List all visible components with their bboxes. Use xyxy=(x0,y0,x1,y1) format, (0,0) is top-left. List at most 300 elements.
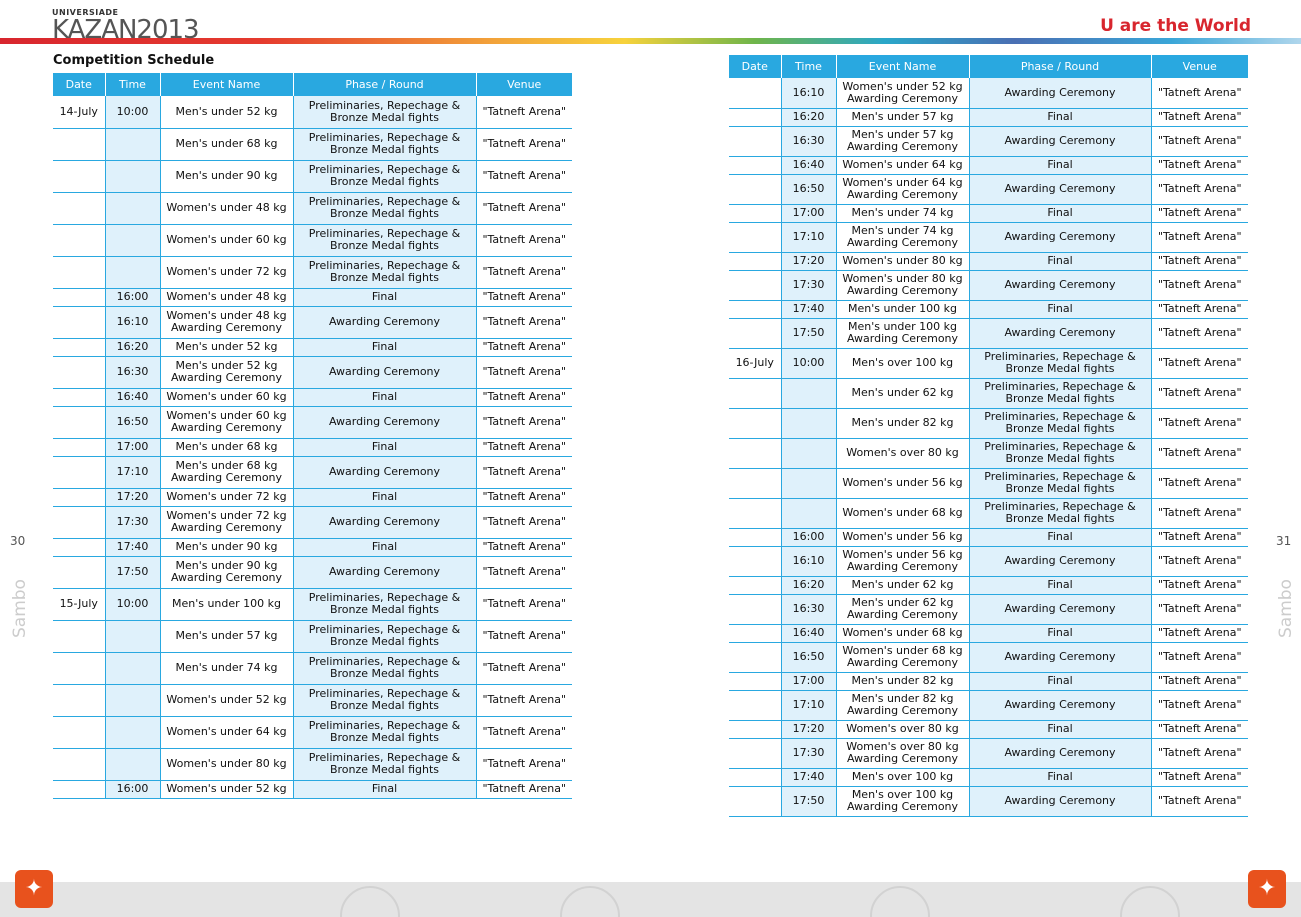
logo-small-text: UNIVERSIADE xyxy=(52,8,119,17)
cell-venue: "Tatneft Arena" xyxy=(476,192,572,224)
cell-phase: Awarding Ceremony xyxy=(969,642,1151,672)
table-row xyxy=(53,224,572,256)
cell-phase: Final xyxy=(969,528,1151,546)
cell-time: 16:10 xyxy=(781,546,836,576)
cell-time: 17:00 xyxy=(105,438,160,456)
cell-event: Women's under 52 kg xyxy=(160,780,293,798)
sambo-emblem-icon: ✦ xyxy=(1248,870,1286,908)
cell-phase: Final xyxy=(293,538,476,556)
table-row xyxy=(729,546,1248,576)
cell-event: Men's under 90 kg xyxy=(160,160,293,192)
table-row xyxy=(729,768,1248,786)
cell-venue: "Tatneft Arena" xyxy=(476,338,572,356)
table-row xyxy=(53,748,572,780)
table-row xyxy=(729,156,1248,174)
cell-phase: Preliminaries, Repechage & Bronze Medal fights xyxy=(969,408,1151,438)
cell-event: Men's under 52 kg xyxy=(160,96,293,128)
table-row xyxy=(729,270,1248,300)
cell-time xyxy=(105,748,160,780)
cell-time: 17:30 xyxy=(781,738,836,768)
cell-venue: "Tatneft Arena" xyxy=(1151,108,1248,126)
cell-time: 16:30 xyxy=(781,594,836,624)
cell-event: Women's under 68 kg xyxy=(836,624,969,642)
cell-phase: Preliminaries, Repechage & Bronze Medal fights xyxy=(293,96,476,128)
cell-venue: "Tatneft Arena" xyxy=(1151,270,1248,300)
cell-time: 16:50 xyxy=(105,406,160,438)
cell-phase: Final xyxy=(293,288,476,306)
cell-date xyxy=(729,270,781,300)
cell-time: 17:20 xyxy=(781,720,836,738)
cell-time: 17:40 xyxy=(781,300,836,318)
cell-phase: Preliminaries, Repechage & Bronze Medal fights xyxy=(293,224,476,256)
cell-date xyxy=(729,222,781,252)
cell-date xyxy=(53,128,105,160)
cell-event: Women's under 56 kg Awarding Ceremony xyxy=(836,546,969,576)
table-row xyxy=(53,160,572,192)
cell-time: 10:00 xyxy=(105,588,160,620)
side-label-right: Sambo xyxy=(1276,579,1296,638)
cell-date xyxy=(53,488,105,506)
cell-phase: Awarding Ceremony xyxy=(293,456,476,488)
cell-venue: "Tatneft Arena" xyxy=(1151,624,1248,642)
cell-date xyxy=(729,642,781,672)
cell-time: 16:40 xyxy=(781,156,836,174)
cell-phase: Preliminaries, Repechage & Bronze Medal fights xyxy=(293,128,476,160)
table-row xyxy=(729,438,1248,468)
cell-event: Women's under 64 kg xyxy=(836,156,969,174)
col-header-venue: Venue xyxy=(476,73,572,96)
cell-time xyxy=(105,256,160,288)
cell-phase: Final xyxy=(293,438,476,456)
cell-time: 16:20 xyxy=(781,108,836,126)
cell-phase: Awarding Ceremony xyxy=(969,318,1151,348)
cell-time: 16:40 xyxy=(105,388,160,406)
cell-venue: "Tatneft Arena" xyxy=(1151,498,1248,528)
cell-date: 16-July xyxy=(729,348,781,378)
cell-time: 17:50 xyxy=(105,556,160,588)
cell-time: 17:20 xyxy=(105,488,160,506)
cell-date xyxy=(729,624,781,642)
cell-date xyxy=(729,252,781,270)
cell-time xyxy=(105,620,160,652)
cell-date xyxy=(53,306,105,338)
cell-event: Men's under 74 kg xyxy=(836,204,969,222)
cell-event: Men's under 57 kg Awarding Ceremony xyxy=(836,126,969,156)
cell-venue: "Tatneft Arena" xyxy=(476,488,572,506)
cell-date xyxy=(53,256,105,288)
cell-event: Men's under 100 kg xyxy=(160,588,293,620)
cell-date xyxy=(53,356,105,388)
table-row xyxy=(53,652,572,684)
cell-date xyxy=(53,652,105,684)
cell-time xyxy=(105,160,160,192)
cell-event: Men's under 74 kg xyxy=(160,652,293,684)
cell-event: Women's over 80 kg xyxy=(836,438,969,468)
cell-time: 16:10 xyxy=(105,306,160,338)
cell-time: 17:10 xyxy=(781,690,836,720)
page-number-left: 30 xyxy=(10,534,26,548)
col-header-venue: Venue xyxy=(1151,55,1248,78)
table-row xyxy=(53,588,572,620)
cell-venue: "Tatneft Arena" xyxy=(1151,78,1248,108)
cell-time xyxy=(105,716,160,748)
footer-ornament xyxy=(870,886,930,917)
table-row xyxy=(729,498,1248,528)
cell-event: Men's under 82 kg Awarding Ceremony xyxy=(836,690,969,720)
footer-ornament xyxy=(560,886,620,917)
cell-time: 17:30 xyxy=(781,270,836,300)
table-row xyxy=(729,408,1248,438)
table-row xyxy=(729,318,1248,348)
cell-time: 17:50 xyxy=(781,786,836,816)
cell-phase: Final xyxy=(969,156,1151,174)
cell-phase: Final xyxy=(293,488,476,506)
cell-time: 16:50 xyxy=(781,642,836,672)
cell-venue: "Tatneft Arena" xyxy=(476,652,572,684)
cell-event: Women's under 60 kg xyxy=(160,388,293,406)
table-row xyxy=(729,378,1248,408)
col-header-event: Event Name xyxy=(836,55,969,78)
cell-time: 17:00 xyxy=(781,204,836,222)
cell-venue: "Tatneft Arena" xyxy=(476,684,572,716)
cell-venue: "Tatneft Arena" xyxy=(1151,156,1248,174)
cell-date xyxy=(53,388,105,406)
cell-phase: Final xyxy=(293,338,476,356)
cell-event: Men's under 52 kg xyxy=(160,338,293,356)
cell-time xyxy=(781,408,836,438)
table-row xyxy=(53,406,572,438)
cell-time: 16:00 xyxy=(781,528,836,546)
cell-date xyxy=(53,456,105,488)
cell-event: Men's under 57 kg xyxy=(836,108,969,126)
footer-ornament xyxy=(1120,886,1180,917)
cell-phase: Preliminaries, Repechage & Bronze Medal fights xyxy=(293,192,476,224)
cell-event: Men's under 62 kg xyxy=(836,378,969,408)
cell-event: Women's under 80 kg xyxy=(160,748,293,780)
cell-time: 10:00 xyxy=(105,96,160,128)
table-row xyxy=(729,108,1248,126)
cell-event: Women's under 48 kg Awarding Ceremony xyxy=(160,306,293,338)
table-row xyxy=(729,576,1248,594)
table-row xyxy=(53,488,572,506)
cell-venue: "Tatneft Arena" xyxy=(476,306,572,338)
cell-venue: "Tatneft Arena" xyxy=(1151,222,1248,252)
table-row xyxy=(729,528,1248,546)
cell-time: 16:30 xyxy=(781,126,836,156)
cell-venue: "Tatneft Arena" xyxy=(1151,348,1248,378)
cell-phase: Awarding Ceremony xyxy=(293,356,476,388)
table-row xyxy=(53,556,572,588)
cell-phase: Awarding Ceremony xyxy=(969,270,1151,300)
col-header-phase: Phase / Round xyxy=(293,73,476,96)
cell-phase: Preliminaries, Repechage & Bronze Medal fights xyxy=(293,652,476,684)
table-row xyxy=(53,716,572,748)
cell-phase: Final xyxy=(293,780,476,798)
cell-phase: Awarding Ceremony xyxy=(969,78,1151,108)
cell-date xyxy=(729,720,781,738)
cell-time: 16:20 xyxy=(105,338,160,356)
cell-time xyxy=(105,652,160,684)
cell-venue: "Tatneft Arena" xyxy=(476,356,572,388)
cell-phase: Preliminaries, Repechage & Bronze Medal fights xyxy=(969,438,1151,468)
cell-time xyxy=(105,128,160,160)
cell-venue: "Tatneft Arena" xyxy=(1151,252,1248,270)
cell-date xyxy=(53,506,105,538)
cell-venue: "Tatneft Arena" xyxy=(1151,438,1248,468)
cell-venue: "Tatneft Arena" xyxy=(1151,738,1248,768)
logo-big-text: KAZAN2013 xyxy=(52,15,199,45)
cell-venue: "Tatneft Arena" xyxy=(1151,174,1248,204)
cell-event: Men's under 90 kg Awarding Ceremony xyxy=(160,556,293,588)
cell-date xyxy=(53,338,105,356)
cell-event: Women's under 80 kg xyxy=(836,252,969,270)
col-header-date: Date xyxy=(729,55,781,78)
cell-venue: "Tatneft Arena" xyxy=(476,438,572,456)
cell-date xyxy=(729,528,781,546)
cell-venue: "Tatneft Arena" xyxy=(476,620,572,652)
cell-venue: "Tatneft Arena" xyxy=(1151,204,1248,222)
cell-phase: Final xyxy=(969,768,1151,786)
cell-event: Women's under 80 kg Awarding Ceremony xyxy=(836,270,969,300)
table-row xyxy=(729,738,1248,768)
cell-phase: Awarding Ceremony xyxy=(293,406,476,438)
cell-event: Men's under 74 kg Awarding Ceremony xyxy=(836,222,969,252)
cell-time: 16:10 xyxy=(781,78,836,108)
cell-phase: Final xyxy=(969,672,1151,690)
cell-venue: "Tatneft Arena" xyxy=(1151,408,1248,438)
cell-phase: Preliminaries, Repechage & Bronze Medal fights xyxy=(293,748,476,780)
cell-event: Women's under 52 kg Awarding Ceremony xyxy=(836,78,969,108)
cell-phase: Preliminaries, Repechage & Bronze Medal fights xyxy=(293,160,476,192)
cell-event: Women's under 52 kg xyxy=(160,684,293,716)
cell-event: Men's over 100 kg xyxy=(836,348,969,378)
cell-time: 16:00 xyxy=(105,288,160,306)
table-row xyxy=(53,538,572,556)
cell-phase: Preliminaries, Repechage & Bronze Medal fights xyxy=(969,498,1151,528)
cell-event: Men's under 68 kg xyxy=(160,128,293,160)
cell-venue: "Tatneft Arena" xyxy=(476,128,572,160)
cell-venue: "Tatneft Arena" xyxy=(476,406,572,438)
cell-time: 17:10 xyxy=(781,222,836,252)
cell-date xyxy=(729,438,781,468)
cell-phase: Awarding Ceremony xyxy=(969,738,1151,768)
cell-event: Men's under 52 kg Awarding Ceremony xyxy=(160,356,293,388)
cell-date xyxy=(53,716,105,748)
cell-venue: "Tatneft Arena" xyxy=(1151,642,1248,672)
cell-venue: "Tatneft Arena" xyxy=(1151,546,1248,576)
cell-venue: "Tatneft Arena" xyxy=(1151,690,1248,720)
cell-date xyxy=(729,126,781,156)
cell-phase: Awarding Ceremony xyxy=(969,594,1151,624)
col-header-phase: Phase / Round xyxy=(969,55,1151,78)
cell-event: Men's under 62 kg xyxy=(836,576,969,594)
cell-venue: "Tatneft Arena" xyxy=(476,160,572,192)
side-label-left: Sambo xyxy=(10,579,30,638)
table-row xyxy=(53,438,572,456)
cell-phase: Preliminaries, Repechage & Bronze Medal fights xyxy=(969,378,1151,408)
table-row xyxy=(53,306,572,338)
cell-event: Women's under 64 kg xyxy=(160,716,293,748)
cell-phase: Awarding Ceremony xyxy=(969,174,1151,204)
table-row xyxy=(729,672,1248,690)
cell-time: 16:20 xyxy=(781,576,836,594)
cell-date xyxy=(53,192,105,224)
table-row xyxy=(729,786,1248,816)
table-row xyxy=(729,222,1248,252)
cell-date xyxy=(729,300,781,318)
cell-date xyxy=(729,108,781,126)
table-row xyxy=(53,388,572,406)
table-row xyxy=(53,256,572,288)
cell-date xyxy=(729,786,781,816)
cell-event: Women's under 56 kg xyxy=(836,468,969,498)
cell-phase: Preliminaries, Repechage & Bronze Medal fights xyxy=(969,348,1151,378)
cell-date xyxy=(729,156,781,174)
cell-phase: Awarding Ceremony xyxy=(293,556,476,588)
cell-phase: Preliminaries, Repechage & Bronze Medal fights xyxy=(293,256,476,288)
table-row xyxy=(53,620,572,652)
cell-venue: "Tatneft Arena" xyxy=(1151,720,1248,738)
page-number-right: 31 xyxy=(1276,534,1292,548)
cell-date xyxy=(729,576,781,594)
cell-venue: "Tatneft Arena" xyxy=(476,538,572,556)
cell-event: Women's under 56 kg xyxy=(836,528,969,546)
table-row xyxy=(53,96,572,128)
cell-date xyxy=(729,594,781,624)
cell-date xyxy=(729,78,781,108)
cell-time xyxy=(781,498,836,528)
cell-date xyxy=(53,620,105,652)
table-row xyxy=(53,288,572,306)
col-header-time: Time xyxy=(105,73,160,96)
cell-venue: "Tatneft Arena" xyxy=(1151,468,1248,498)
cell-event: Men's under 100 kg xyxy=(836,300,969,318)
table-row xyxy=(729,300,1248,318)
cell-venue: "Tatneft Arena" xyxy=(476,224,572,256)
cell-event: Women's under 72 kg xyxy=(160,488,293,506)
cell-date xyxy=(53,160,105,192)
cell-event: Men's under 62 kg Awarding Ceremony xyxy=(836,594,969,624)
cell-date: 15-July xyxy=(53,588,105,620)
cell-venue: "Tatneft Arena" xyxy=(476,716,572,748)
cell-time xyxy=(105,192,160,224)
cell-phase: Awarding Ceremony xyxy=(293,506,476,538)
cell-venue: "Tatneft Arena" xyxy=(476,288,572,306)
cell-phase: Awarding Ceremony xyxy=(969,690,1151,720)
cell-date xyxy=(53,538,105,556)
table-row xyxy=(729,126,1248,156)
table-row xyxy=(729,204,1248,222)
cell-venue: "Tatneft Arena" xyxy=(1151,528,1248,546)
table-row xyxy=(729,468,1248,498)
cell-phase: Preliminaries, Repechage & Bronze Medal fights xyxy=(969,468,1151,498)
table-row xyxy=(729,624,1248,642)
cell-phase: Final xyxy=(969,576,1151,594)
cell-venue: "Tatneft Arena" xyxy=(476,748,572,780)
table-row xyxy=(729,720,1248,738)
cell-date: 14-July xyxy=(53,96,105,128)
cell-date xyxy=(729,318,781,348)
footer-band xyxy=(0,882,1301,917)
cell-time: 17:10 xyxy=(105,456,160,488)
cell-time: 10:00 xyxy=(781,348,836,378)
cell-phase: Awarding Ceremony xyxy=(293,306,476,338)
cell-phase: Final xyxy=(969,720,1151,738)
cell-event: Women's under 68 kg Awarding Ceremony xyxy=(836,642,969,672)
cell-event: Women's under 48 kg xyxy=(160,288,293,306)
cell-phase: Final xyxy=(969,252,1151,270)
table-row xyxy=(53,780,572,798)
table-row xyxy=(729,690,1248,720)
table-header-row xyxy=(729,55,1248,78)
col-header-date: Date xyxy=(53,73,105,96)
cell-venue: "Tatneft Arena" xyxy=(1151,672,1248,690)
table-row xyxy=(53,192,572,224)
cell-phase: Preliminaries, Repechage & Bronze Medal fights xyxy=(293,716,476,748)
cell-date xyxy=(53,288,105,306)
cell-date xyxy=(53,224,105,256)
cell-event: Men's under 82 kg xyxy=(836,672,969,690)
cell-phase: Final xyxy=(969,204,1151,222)
cell-date xyxy=(729,468,781,498)
col-header-time: Time xyxy=(781,55,836,78)
cell-event: Men's under 90 kg xyxy=(160,538,293,556)
cell-event: Men's under 68 kg xyxy=(160,438,293,456)
cell-date xyxy=(729,174,781,204)
cell-phase: Awarding Ceremony xyxy=(969,222,1151,252)
cell-venue: "Tatneft Arena" xyxy=(1151,318,1248,348)
table-row xyxy=(729,174,1248,204)
cell-venue: "Tatneft Arena" xyxy=(1151,300,1248,318)
cell-venue: "Tatneft Arena" xyxy=(1151,576,1248,594)
cell-venue: "Tatneft Arena" xyxy=(476,256,572,288)
cell-time: 17:00 xyxy=(781,672,836,690)
table-header-row xyxy=(53,73,572,96)
cell-event: Women's under 72 kg Awarding Ceremony xyxy=(160,506,293,538)
cell-phase: Awarding Ceremony xyxy=(969,786,1151,816)
cell-venue: "Tatneft Arena" xyxy=(476,556,572,588)
cell-date xyxy=(53,780,105,798)
col-header-event: Event Name xyxy=(160,73,293,96)
cell-phase: Final xyxy=(969,624,1151,642)
cell-time xyxy=(105,684,160,716)
cell-event: Women's under 68 kg xyxy=(836,498,969,528)
cell-event: Women's under 72 kg xyxy=(160,256,293,288)
cell-date xyxy=(53,684,105,716)
cell-date xyxy=(729,498,781,528)
cell-venue: "Tatneft Arena" xyxy=(1151,594,1248,624)
cell-event: Men's under 57 kg xyxy=(160,620,293,652)
table-row xyxy=(53,128,572,160)
table-row xyxy=(53,684,572,716)
cell-date xyxy=(729,408,781,438)
cell-date xyxy=(729,546,781,576)
cell-date xyxy=(53,556,105,588)
cell-venue: "Tatneft Arena" xyxy=(476,506,572,538)
cell-date xyxy=(729,768,781,786)
schedule-table-left xyxy=(53,73,572,799)
cell-time: 16:50 xyxy=(781,174,836,204)
cell-event: Women's under 60 kg xyxy=(160,224,293,256)
cell-phase: Awarding Ceremony xyxy=(969,126,1151,156)
cell-phase: Awarding Ceremony xyxy=(969,546,1151,576)
cell-venue: "Tatneft Arena" xyxy=(476,780,572,798)
cell-time: 17:50 xyxy=(781,318,836,348)
footer-ornament xyxy=(340,886,400,917)
universiade-logo xyxy=(52,8,199,45)
cell-time: 16:00 xyxy=(105,780,160,798)
cell-event: Men's over 100 kg Awarding Ceremony xyxy=(836,786,969,816)
